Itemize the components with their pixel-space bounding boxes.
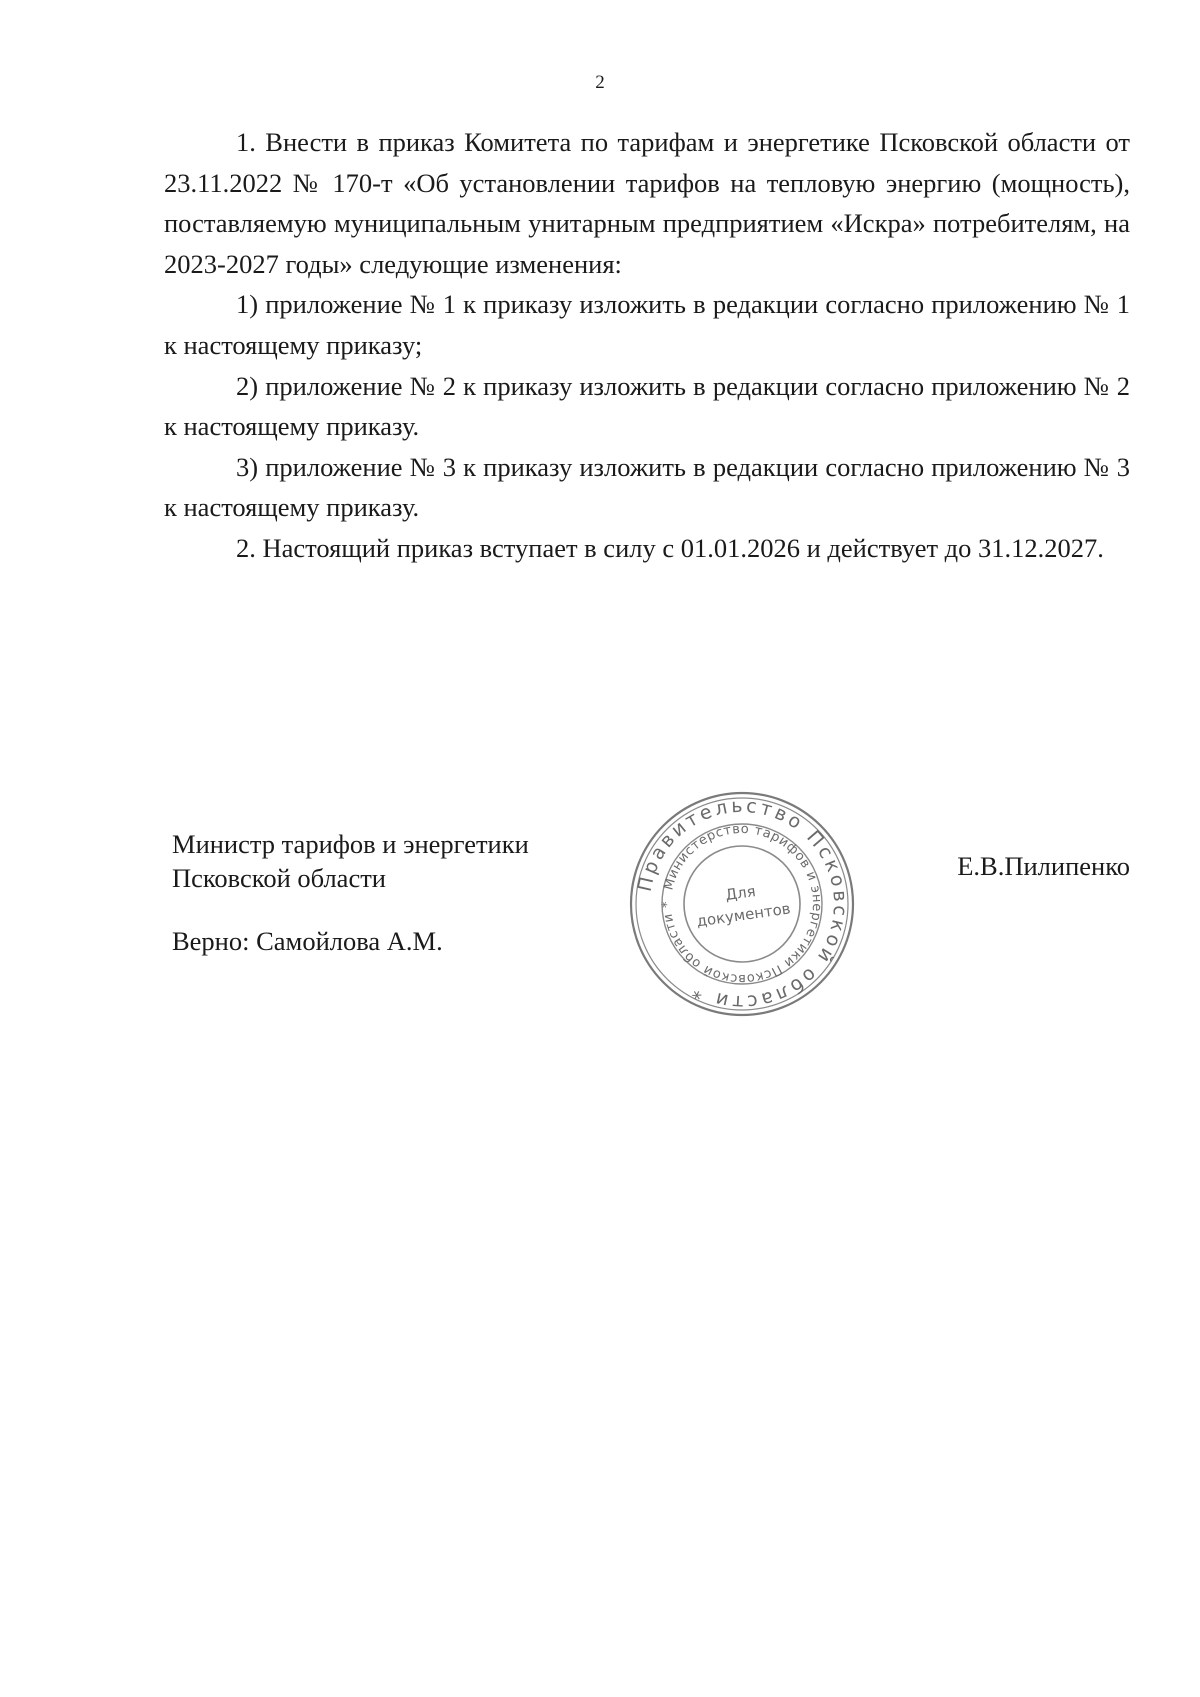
seal-center-line-2: документов xyxy=(695,899,792,931)
order-body xyxy=(164,122,1130,569)
signatory-position-line-1: Министр тарифов и энергетики xyxy=(172,829,529,859)
paragraph-1-item-2: 2) приложение № 2 к приказу изложить в редакции согласно приложению № 2 к настоящему приказу. xyxy=(164,370,1130,442)
seal-outer-text-path: Правительство Псковской области * xyxy=(633,794,852,1014)
paragraph-1: 1. Внести в приказ Комитета по тарифам и энергетике Псковской области от 23.11.2022 № 170-т «Об установлении тарифов на тепловую энергию (мощность), поставляемую муниципальным унитарным предприятием «Искра» потребителям, на 2023-2027 годы» следующие изменения: xyxy=(164,127,1130,279)
seal-inner-text-path: Министерство тарифов и энергетики Псковской области * xyxy=(659,821,825,987)
paragraph-2: 2. Настоящий приказ вступает в силу с 01.01.2026 и действует до 31.12.2027. xyxy=(236,532,1104,563)
signatory-position-line-2: Псковской области xyxy=(172,863,386,893)
signatory-name: Е.В.Пилипенко xyxy=(957,851,1130,881)
page-number: 2 xyxy=(595,72,605,93)
signatory-position xyxy=(172,827,529,895)
official-seal-stamp xyxy=(628,790,856,1018)
certified-copy-note: Верно: Самойлова А.М. xyxy=(172,926,443,956)
seal-stamp-graphic xyxy=(628,790,856,1018)
paragraph-1-item-3: 3) приложение № 3 к приказу изложить в редакции согласно приложению № 3 к настоящему приказу. xyxy=(164,451,1130,523)
seal-center-line-1: Для xyxy=(724,882,757,905)
paragraph-1-item-1: 1) приложение № 1 к приказу изложить в редакции согласно приложению № 1 к настоящему приказу; xyxy=(164,289,1130,360)
